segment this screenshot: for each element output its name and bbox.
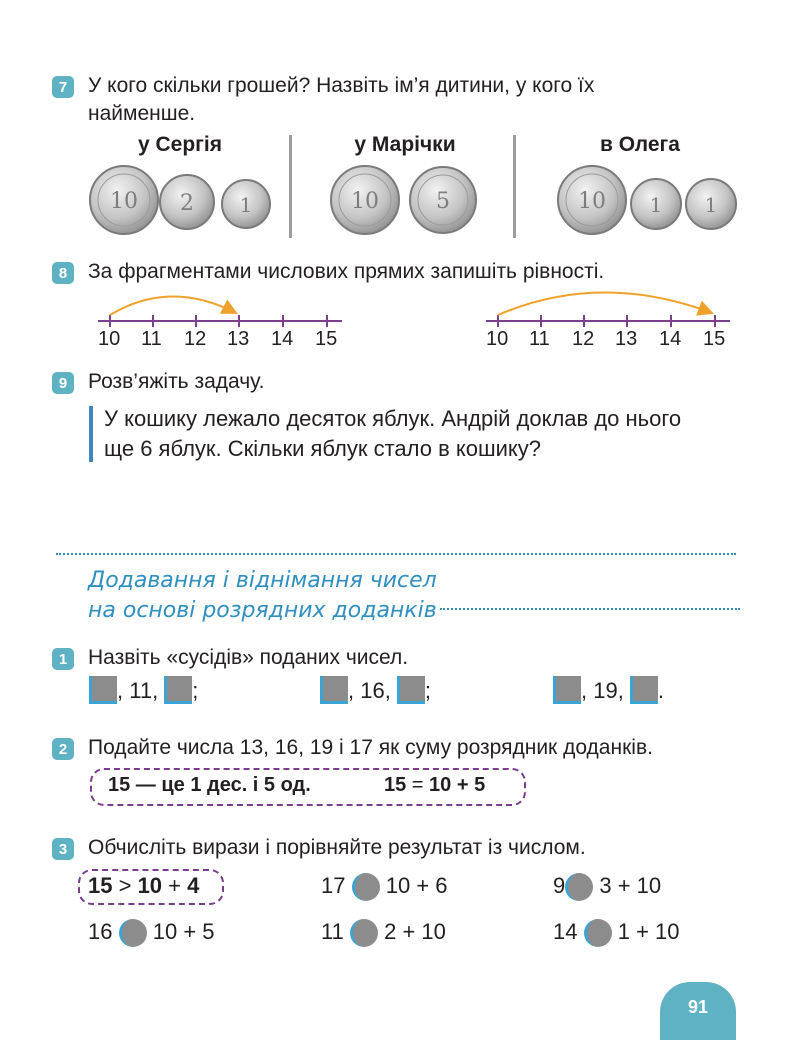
tick-label: 10 [486, 328, 509, 350]
coin-value: 5 [436, 189, 450, 214]
tick-label: 13 [615, 328, 638, 350]
coin-value: 10 [110, 189, 138, 214]
neighbors-item: , 16, ; [320, 676, 431, 704]
group-label-marichka: у Марічки [354, 133, 456, 156]
jump-arrow [110, 296, 236, 315]
dotted-rule [440, 608, 740, 610]
task-9-number: 9 [52, 372, 74, 394]
coin-1-icon [686, 179, 736, 229]
comparison-item: 17 10 + 6 [321, 873, 448, 901]
task-7-number: 7 [52, 76, 74, 98]
coin-value: 2 [180, 191, 194, 216]
group-label-oleg: в Олега [600, 133, 680, 156]
tick-label: 10 [98, 328, 121, 350]
ex-2-text: Подайте числа 13, 16, 19 і 17 як суму розрядник доданків. [88, 736, 653, 759]
comparison-item: 9 3 + 10 [553, 873, 661, 901]
coin-value: 10 [351, 189, 379, 214]
coin-10-icon [90, 166, 158, 234]
tick-label: 12 [572, 328, 595, 350]
ex-1-text: Назвіть «сусідів» поданих чисел. [88, 646, 409, 669]
tick-label: 14 [659, 328, 682, 350]
answer-box[interactable] [553, 676, 581, 704]
comparison-item: 16 10 + 5 [88, 919, 215, 947]
example-text: 15 — це 1 дес. і 5 од. [108, 774, 311, 796]
tick-label: 13 [227, 328, 250, 350]
coins-illustration [80, 162, 760, 238]
answer-box[interactable] [164, 676, 192, 704]
coin-value: 1 [704, 193, 718, 217]
comparison-item: 11 2 + 10 [321, 919, 446, 947]
ex-1-number: 1 [52, 648, 74, 670]
tick-label: 12 [184, 328, 207, 350]
comparison-circle[interactable] [119, 919, 147, 947]
number-line-1 [98, 296, 342, 327]
coin-1-icon [222, 180, 270, 228]
number-line-2 [486, 292, 730, 327]
task-8-text: За фрагментами числових прямих запишіть рівності. [88, 260, 605, 283]
task-7-text: У кого скільки грошей? Назвіть ім’я дитини, у кого їх найменше. [88, 74, 595, 125]
comparison-item: 14 1 + 10 [553, 919, 680, 947]
neighbors-item: , 11, ; [89, 676, 198, 704]
tick-label: 11 [141, 328, 162, 350]
answer-box[interactable] [320, 676, 348, 704]
quote-bar [89, 406, 93, 462]
coin-value: 1 [649, 193, 663, 217]
coin-10-icon [558, 166, 626, 234]
task-8-number: 8 [52, 262, 74, 284]
group-label-sergiy: у Сергія [137, 133, 223, 156]
example-equation: 15 = 10 + 5 [384, 774, 486, 796]
answer-box[interactable] [89, 676, 117, 704]
comparison-circle[interactable] [350, 919, 378, 947]
coin-value: 10 [578, 189, 606, 214]
page-number: 91 [660, 982, 736, 1040]
coin-value: 1 [239, 193, 253, 217]
answer-box[interactable] [397, 676, 425, 704]
tick-label: 14 [271, 328, 294, 350]
ex-3-number: 3 [52, 838, 74, 860]
comparison-circle[interactable] [584, 919, 612, 947]
coin-5-icon [410, 167, 476, 233]
comparison-circle[interactable] [352, 873, 380, 901]
coin-1-icon [631, 179, 681, 229]
section-title: Додавання і віднімання чисел на основі розрядних доданків [88, 568, 437, 623]
tick-label: 11 [529, 328, 550, 350]
coin-2-icon [160, 175, 214, 229]
dotted-rule [56, 553, 736, 555]
neighbors-item: , 19, . [553, 676, 664, 704]
ex-3-text: Обчисліть вирази і порівняйте результат із числом. [88, 836, 586, 859]
tick-label: 15 [315, 328, 338, 350]
jump-arrow [498, 292, 712, 315]
word-problem: У кошику лежало десяток яблук. Андрій доклав до нього ще 6 яблук. Скільки яблук стало в кошику? [104, 406, 682, 461]
task-9-text: Розв’яжіть задачу. [88, 370, 265, 393]
ex-2-number: 2 [52, 738, 74, 760]
example-comparison: 15 > 10 + 4 [88, 873, 200, 898]
answer-box[interactable] [630, 676, 658, 704]
comparison-circle[interactable] [565, 873, 593, 901]
coin-10-icon [331, 166, 399, 234]
tick-label: 15 [703, 328, 726, 350]
